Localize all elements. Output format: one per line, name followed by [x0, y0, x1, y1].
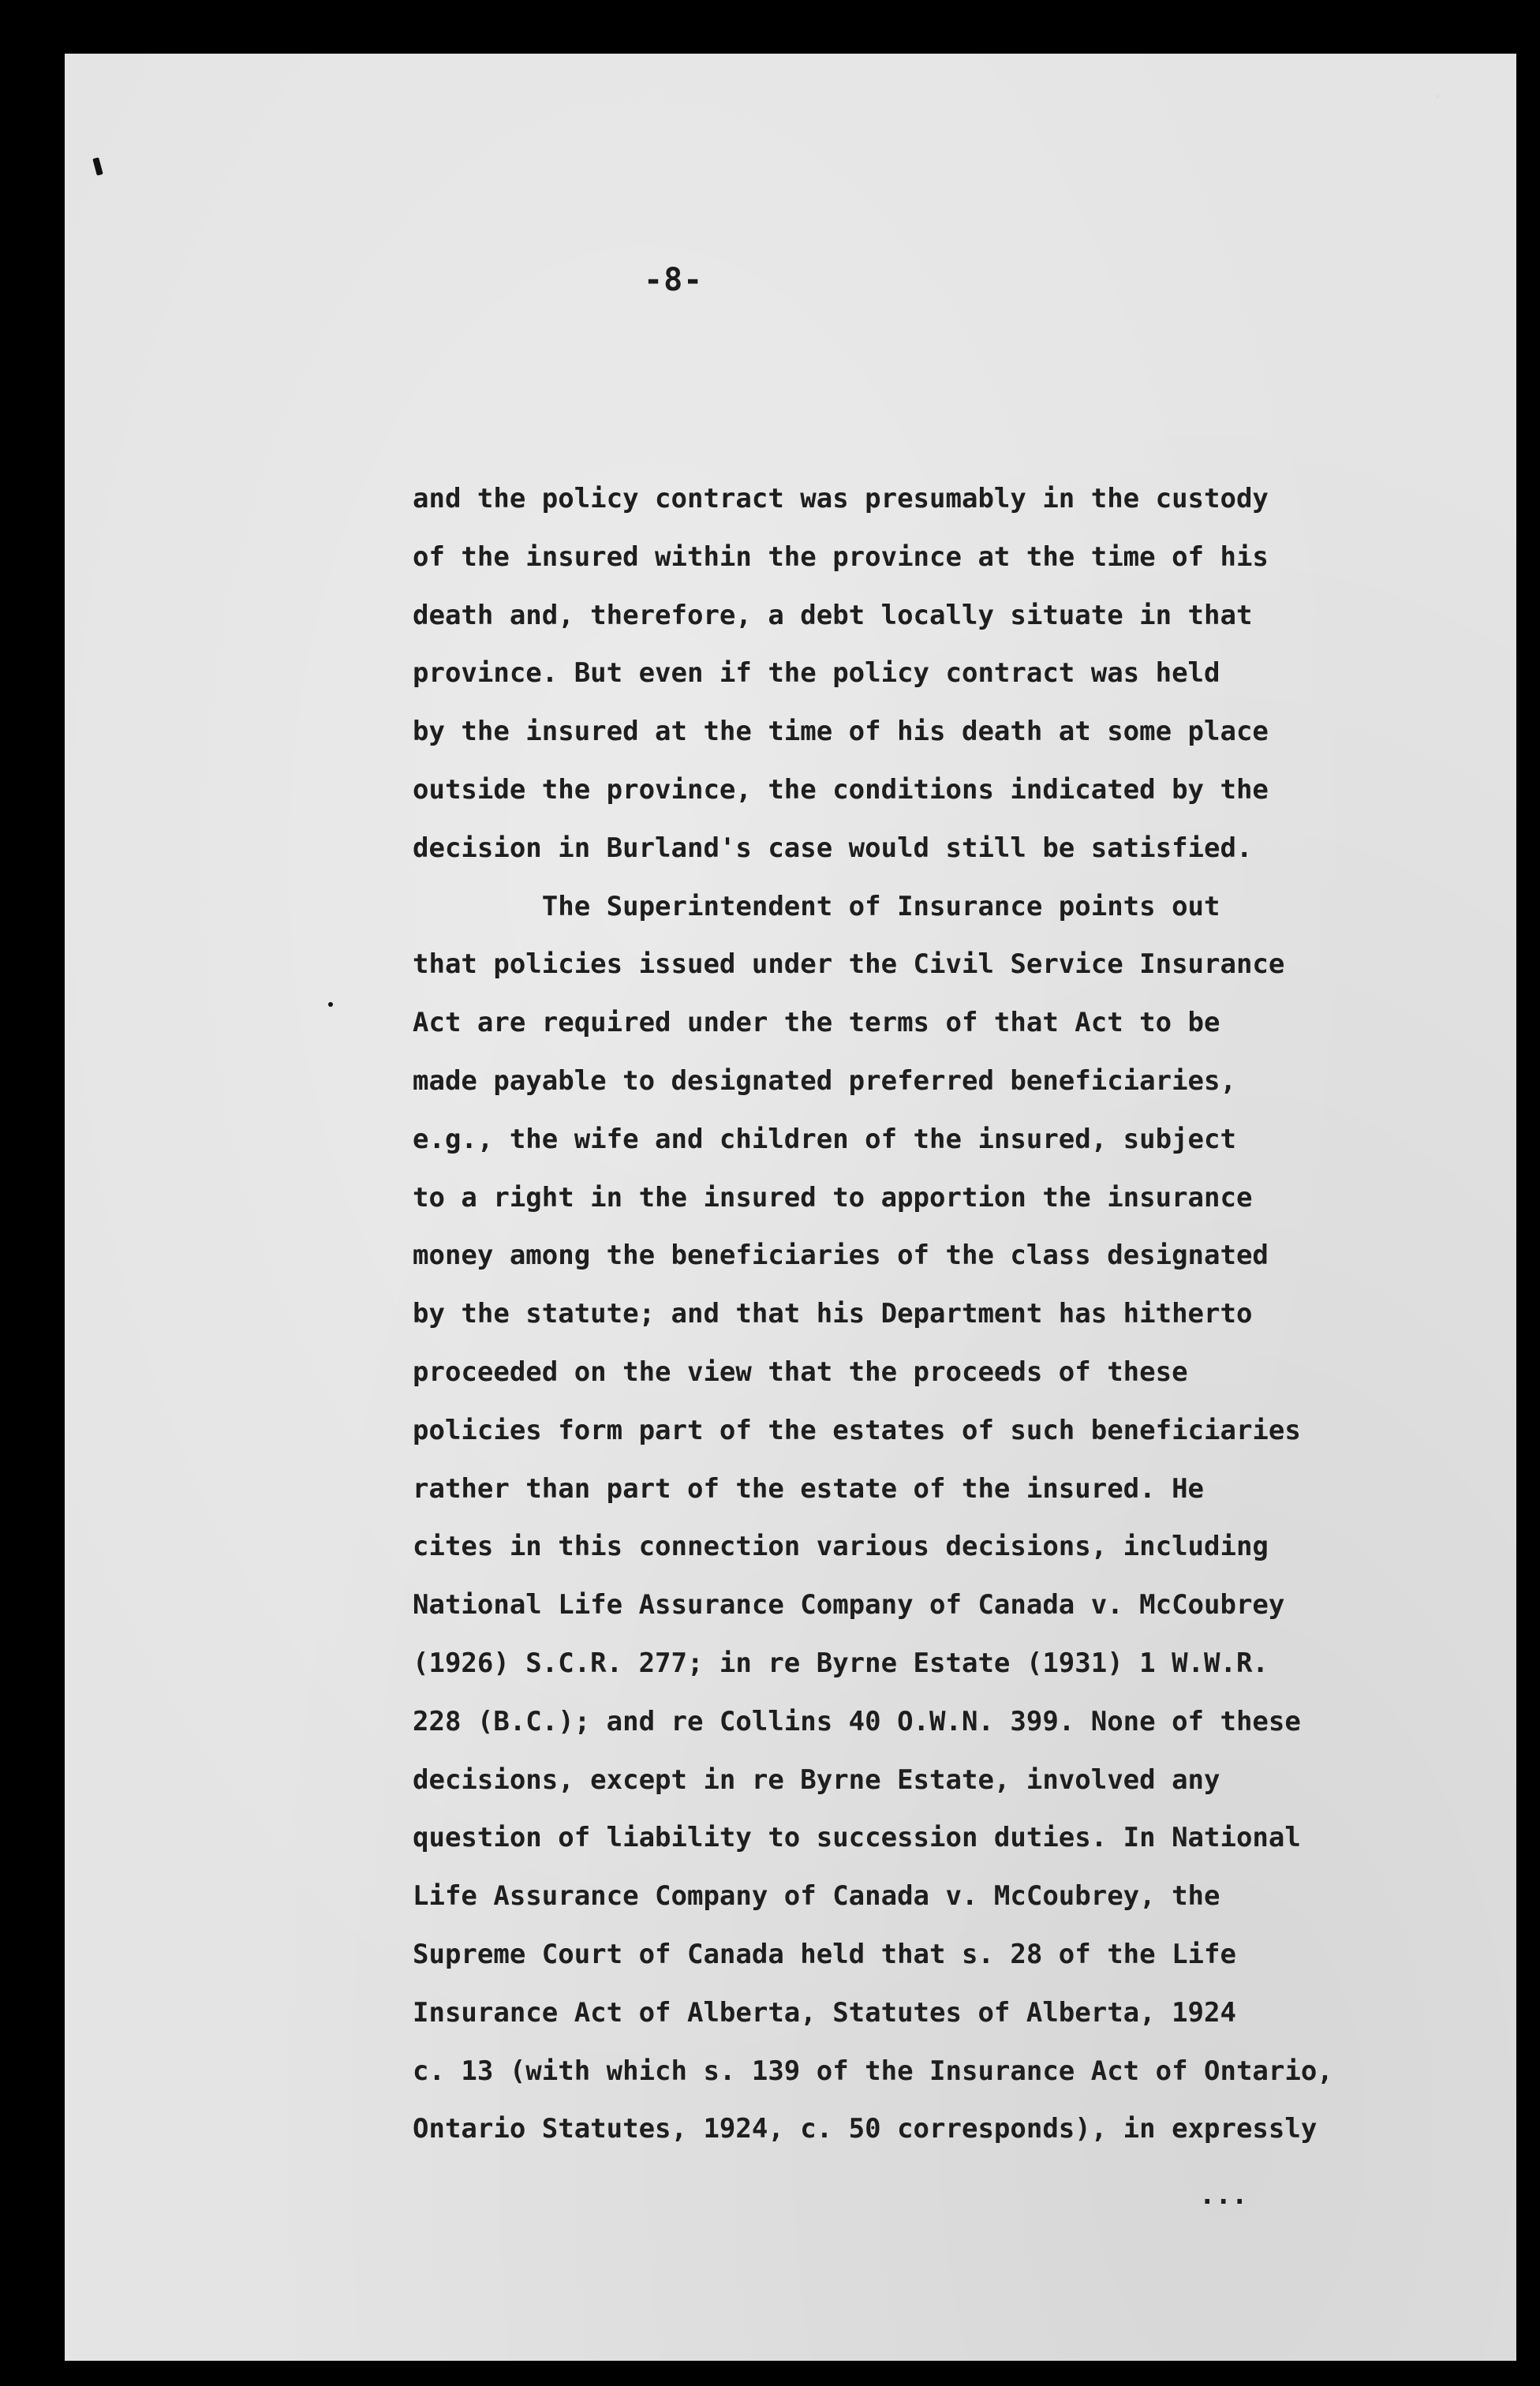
continuation-marker: ...	[1199, 2179, 1248, 2211]
text-line: Act are required under the terms of that Act to be	[413, 1007, 1220, 1039]
text-line: decision in Burland's case would still be satisfied.	[413, 832, 1253, 864]
text-line: Ontario Statutes, 1924, c. 50 corresponds), in expressly	[413, 2113, 1318, 2145]
text-line: rather than part of the estate of the insured. He	[413, 1472, 1205, 1505]
text-line: Insurance Act of Alberta, Statutes of Alberta, 1924	[413, 1996, 1236, 2029]
text-line: cites in this connection various decisions, including	[413, 1531, 1269, 1563]
scan-speck	[328, 1002, 333, 1007]
text-line: decisions, except in re Byrne Estate, involved any	[413, 1763, 1220, 1796]
text-line: to a right in the insured to apportion the insurance	[413, 1181, 1253, 1214]
document-page	[65, 54, 1516, 2361]
text-line: and the policy contract was presumably in the custody	[413, 483, 1269, 514]
text-line: province. But even if the policy contract was held	[413, 657, 1220, 690]
text-line: c. 13 (with which s. 139 of the Insurance Act of Ontario,	[413, 2055, 1333, 2087]
text-line: Life Assurance Company of Canada v. McCoubrey, the	[413, 1880, 1220, 1913]
text-line: The Superintendent of Insurance points out	[413, 890, 1220, 922]
text-line: 228 (B.C.); and re Collins 40 O.W.N. 399. None of these	[413, 1705, 1301, 1737]
text-line: e.g., the wife and children of the insured, subject	[413, 1123, 1236, 1155]
text-line: proceeded on the view that the proceeds of these	[413, 1356, 1188, 1388]
text-line: made payable to designated preferred beneficiaries,	[413, 1064, 1236, 1097]
body-text	[413, 470, 1533, 2159]
text-line: National Life Assurance Company of Canada v. McCoubrey	[413, 1589, 1285, 1621]
scan-speck	[1436, 95, 1439, 98]
text-line: (1926) S.C.R. 277; in re Byrne Estate (1931) 1 W.W.R.	[413, 1647, 1269, 1679]
text-line: that policies issued under the Civil Service Insurance	[413, 948, 1285, 981]
page-number: -8-	[644, 262, 704, 298]
text-line: outside the province, the conditions indicated by the	[413, 773, 1269, 806]
text-line: by the insured at the time of his death at some place	[413, 716, 1269, 748]
text-line: Supreme Court of Canada held that s. 28 of the Life	[413, 1938, 1236, 1970]
text-line: of the insured within the province at the time of his	[413, 540, 1269, 573]
text-line: policies form part of the estates of such beneficiaries	[413, 1414, 1301, 1446]
text-line: question of liability to succession duties. In National	[413, 1822, 1301, 1854]
text-line: money among the beneficiaries of the class designated	[413, 1240, 1269, 1272]
text-line: death and, therefore, a debt locally situate in that	[413, 599, 1253, 631]
text-line: by the statute; and that his Department has hitherto	[413, 1298, 1253, 1330]
